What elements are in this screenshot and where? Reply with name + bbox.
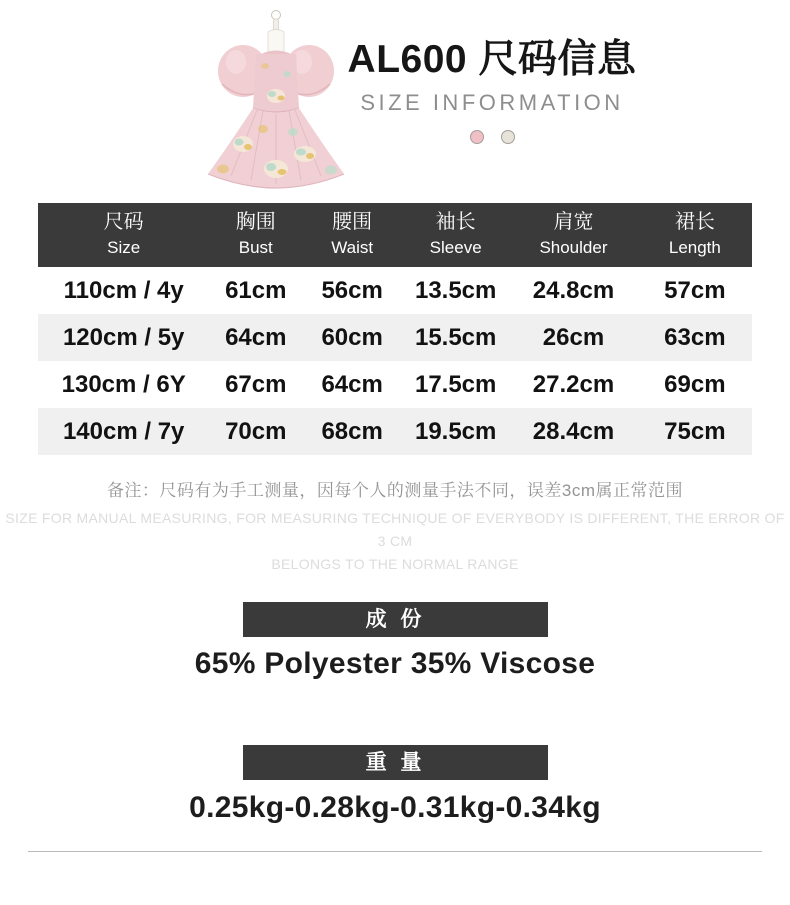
col-header-sleeve: 袖长 Sleeve	[402, 203, 509, 267]
table-row-140cm	[38, 408, 752, 455]
table-cell: 130cm / 6Y	[61, 370, 186, 398]
note-english	[0, 507, 790, 576]
table-cell: 19.5cm	[414, 417, 497, 445]
table-row-120cm	[38, 314, 752, 361]
col-header-waist: 腰围 Waist	[302, 203, 402, 267]
table-cell: 140cm / 7y	[62, 417, 185, 445]
table-cell: 15.5cm	[414, 323, 497, 351]
composition-value: 65% Polyester 35% Viscose	[194, 647, 596, 680]
page-subtitle: SIZE INFORMATION	[360, 90, 624, 115]
table-cell: 75cm	[664, 417, 726, 445]
table-cell: 24.8cm	[532, 276, 615, 304]
color-swatches	[302, 130, 682, 144]
col-header-shoulder: 肩宽 Shoulder	[509, 203, 638, 267]
table-cell: 63cm	[664, 323, 726, 351]
table-cell: 27.2cm	[532, 370, 615, 398]
note-chinese: 备注：尺码有为手工测量，因每个人的测量手法不同，误差3cm属正常范围	[106, 481, 684, 500]
table-cell: 57cm	[664, 276, 726, 304]
table-cell: 13.5cm	[414, 276, 497, 304]
table-cell: 28.4cm	[532, 417, 615, 445]
table-cell: 67cm	[225, 370, 287, 398]
table-cell: 17.5cm	[414, 370, 497, 398]
bottom-divider	[28, 851, 762, 852]
col-header-length: 裙长 Length	[638, 203, 752, 267]
table-cell: 69cm	[664, 370, 726, 398]
note-english-line2: BELONGS TO THE NORMAL RANGE	[271, 556, 519, 572]
table-cell: 64cm	[225, 323, 287, 351]
col-header-size: 尺码 Size	[38, 203, 209, 267]
table-row-130cm	[38, 361, 752, 408]
weight-badge: 重 量	[243, 745, 548, 780]
table-cell: 61cm	[225, 276, 287, 304]
table-cell: 70cm	[225, 417, 287, 445]
weight-value: 0.25kg-0.28kg-0.31kg-0.34kg	[189, 791, 601, 824]
hero-text-block	[302, 34, 682, 144]
table-cell: 68cm	[321, 417, 383, 445]
size-table	[38, 203, 752, 455]
swatch-beige	[501, 130, 515, 144]
size-table-section	[38, 203, 752, 455]
table-cell: 26cm	[542, 323, 605, 351]
page-title: AL600 尺码信息	[347, 38, 637, 81]
table-cell: 64cm	[321, 370, 383, 398]
table-row-110cm	[38, 267, 752, 314]
note-english-line1: SIZE FOR MANUAL MEASURING, FOR MEASURING TECHNIQUE OF EVERYBODY IS DIFFERENT, THE ERROR OF 3 CM	[5, 510, 785, 549]
table-header-row	[38, 203, 752, 267]
table-cell: 60cm	[321, 323, 383, 351]
table-cell: 56cm	[321, 276, 383, 304]
swatch-pink	[470, 130, 484, 144]
composition-badge: 成 份	[243, 602, 548, 637]
col-header-bust: 胸围 Bust	[209, 203, 302, 267]
table-cell: 120cm / 5y	[62, 323, 185, 351]
table-cell: 110cm / 4y	[63, 276, 184, 304]
